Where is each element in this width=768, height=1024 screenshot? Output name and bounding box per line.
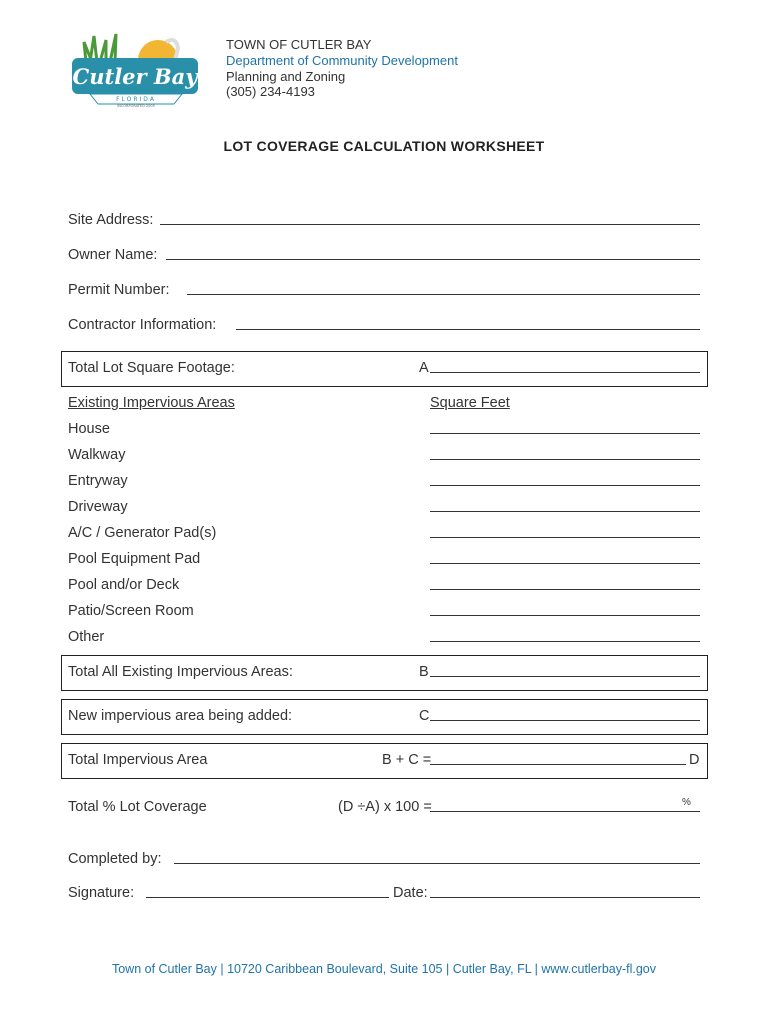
item-driveway: Driveway — [68, 499, 128, 515]
item-pool-equipment: Pool Equipment Pad — [68, 551, 201, 567]
lot-coverage-label: Total % Lot Coverage — [68, 799, 207, 815]
owner-name-label: Owner Name: — [68, 247, 158, 263]
lot-coverage-line[interactable] — [430, 811, 700, 812]
marker-a: A — [419, 360, 429, 376]
total-impervious-line[interactable] — [430, 764, 686, 765]
total-existing-label: Total All Existing Impervious Areas: — [68, 664, 293, 680]
logo-graphic — [70, 32, 202, 108]
marker-b: B — [419, 664, 429, 680]
item-generator-pad: A/C / Generator Pad(s) — [68, 525, 217, 541]
house-line[interactable] — [430, 433, 700, 434]
pool-equipment-line[interactable] — [430, 563, 700, 564]
driveway-line[interactable] — [430, 511, 700, 512]
item-pool-deck: Pool and/or Deck — [68, 577, 180, 593]
total-existing-line[interactable] — [430, 676, 700, 677]
permit-number-line[interactable] — [187, 294, 700, 295]
square-feet-heading: Square Feet — [430, 395, 510, 411]
patio-line[interactable] — [430, 615, 700, 616]
owner-name-line[interactable] — [166, 259, 700, 260]
percent-sign: % — [682, 797, 691, 808]
item-entryway: Entryway — [68, 473, 128, 489]
contractor-label: Contractor Information: — [68, 317, 217, 333]
total-impervious-formula: B + C = — [382, 752, 432, 768]
phone-number: (305) 234-4193 — [226, 84, 315, 99]
site-address-line[interactable] — [160, 224, 700, 225]
date-line[interactable] — [430, 897, 700, 898]
logo-subtext: FLORIDA — [116, 96, 156, 103]
site-address-label: Site Address: — [68, 212, 154, 228]
new-area-label: New impervious area being added: — [68, 708, 293, 724]
footer-address: Town of Cutler Bay | 10720 Caribbean Boulevard, Suite 105 | Cutler Bay, FL | www.cutlerbay-fl.gov — [111, 962, 657, 976]
signature-label: Signature: — [68, 885, 135, 901]
division-name: Planning and Zoning — [226, 69, 346, 84]
other-line[interactable] — [430, 641, 700, 642]
total-lot-line[interactable] — [430, 372, 700, 373]
impervious-heading: Existing Impervious Areas — [68, 395, 235, 411]
total-impervious-label: Total Impervious Area — [68, 752, 208, 768]
date-label: Date: — [393, 885, 428, 901]
walkway-line[interactable] — [430, 459, 700, 460]
completed-by-line[interactable] — [174, 863, 700, 864]
item-patio: Patio/Screen Room — [68, 603, 194, 619]
contractor-line[interactable] — [236, 329, 700, 330]
signature-line[interactable] — [146, 897, 389, 898]
completed-by-label: Completed by: — [68, 851, 162, 867]
page-title: LOT COVERAGE CALCULATION WORKSHEET — [223, 138, 545, 154]
item-house: House — [68, 421, 110, 437]
marker-d: D — [689, 752, 700, 768]
entryway-line[interactable] — [430, 485, 700, 486]
department-name: Department of Community Development — [226, 53, 458, 68]
item-other: Other — [68, 629, 105, 645]
lot-coverage-formula: (D ÷A) x 100 = — [338, 799, 432, 815]
new-area-line[interactable] — [430, 720, 700, 721]
town-logo — [70, 32, 202, 108]
town-name: TOWN OF CUTLER BAY — [226, 37, 372, 52]
generator-pad-line[interactable] — [430, 537, 700, 538]
permit-number-label: Permit Number: — [68, 282, 170, 298]
total-lot-label: Total Lot Square Footage: — [68, 360, 235, 376]
logo-incorporated: INCORPORATED 2005 — [117, 104, 155, 108]
logo-text: Cutler Bay — [72, 64, 198, 89]
pool-deck-line[interactable] — [430, 589, 700, 590]
item-walkway: Walkway — [68, 447, 126, 463]
marker-c: C — [419, 708, 430, 724]
